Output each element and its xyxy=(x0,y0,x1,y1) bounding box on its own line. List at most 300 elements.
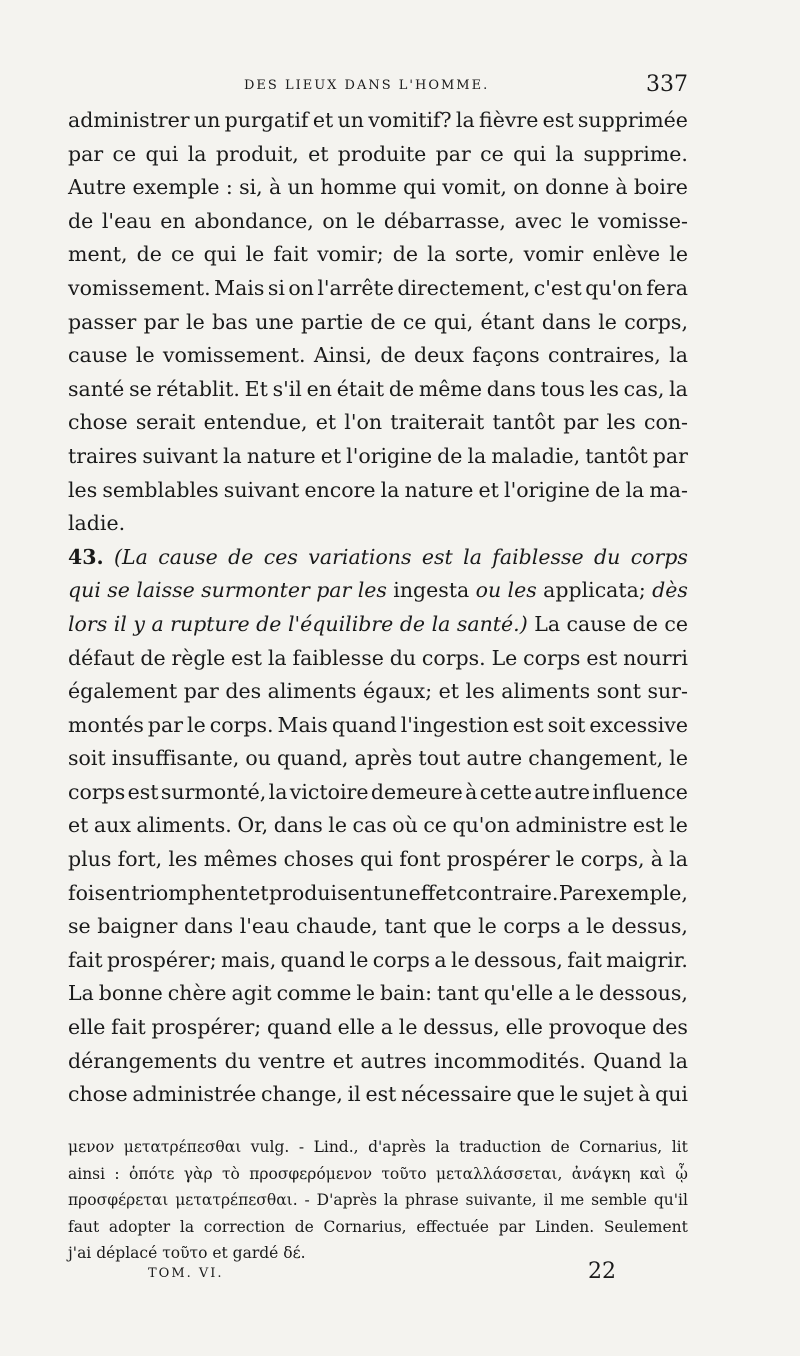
word: plus xyxy=(68,847,112,872)
word: nature xyxy=(404,477,474,502)
word: - xyxy=(298,1138,305,1156)
word: le xyxy=(598,309,617,334)
word: changement, xyxy=(528,746,664,771)
word: l'arrête xyxy=(317,275,394,300)
word: et xyxy=(438,679,460,704)
word: que xyxy=(433,914,472,939)
word: Quand xyxy=(593,1048,662,1073)
word: de xyxy=(136,242,162,267)
word: et xyxy=(68,813,89,838)
text-line xyxy=(68,742,688,776)
word: la xyxy=(427,242,446,267)
word: prospérer xyxy=(446,847,550,872)
word: il xyxy=(113,611,127,636)
word: corps. xyxy=(421,645,486,670)
word: est xyxy=(127,779,159,804)
word: ma- xyxy=(649,477,688,502)
text-line xyxy=(68,776,688,810)
word: 43. xyxy=(68,544,104,569)
word: qu'il xyxy=(653,1191,688,1209)
word: passer xyxy=(68,309,137,334)
word: dès xyxy=(652,578,688,603)
word: comme xyxy=(276,981,352,1006)
word: après xyxy=(354,746,413,771)
word: de xyxy=(380,343,406,368)
word: applicata; xyxy=(543,578,646,603)
word: a xyxy=(380,1015,394,1040)
word: tant xyxy=(436,981,479,1006)
word: de xyxy=(370,309,396,334)
word: fait xyxy=(111,1015,146,1040)
word: des xyxy=(652,1015,688,1040)
word: influence xyxy=(592,779,688,804)
word: que xyxy=(516,1082,555,1107)
word: le xyxy=(187,712,206,737)
text-line xyxy=(68,104,688,138)
word: corps xyxy=(68,779,126,804)
word: le xyxy=(186,309,205,334)
word: encore xyxy=(304,477,376,502)
word: les xyxy=(68,477,98,502)
word: qu'elle xyxy=(483,981,554,1006)
word: les xyxy=(507,578,537,603)
text-line xyxy=(68,608,688,642)
word: semblables xyxy=(102,477,219,502)
word: qui xyxy=(403,175,436,200)
text-line xyxy=(68,406,688,440)
word: suivant xyxy=(223,477,300,502)
text-line xyxy=(68,944,688,978)
word: sujet xyxy=(583,1082,634,1107)
word: vomissement. xyxy=(68,275,211,300)
word: par xyxy=(147,712,184,737)
word: adopter xyxy=(108,1217,171,1236)
word: chose xyxy=(68,1082,128,1107)
word: de xyxy=(399,611,426,636)
word: par xyxy=(435,141,471,166)
word: par xyxy=(143,309,179,334)
word: supprime. xyxy=(583,141,688,166)
word: Or, xyxy=(237,813,269,838)
word: Mais xyxy=(214,275,265,300)
word: faut xyxy=(68,1217,100,1236)
word: de xyxy=(228,544,254,569)
word: me xyxy=(560,1191,585,1209)
word: maladie, xyxy=(491,443,581,468)
word: ce xyxy=(402,309,427,334)
footnote-line xyxy=(68,1134,688,1161)
word: τὸ xyxy=(221,1164,240,1183)
word: la xyxy=(625,477,645,502)
word: προσφέρεται xyxy=(68,1191,169,1209)
word: qui xyxy=(360,847,393,872)
text-line xyxy=(68,272,688,306)
word: par xyxy=(68,141,104,166)
word: faiblesse xyxy=(292,645,384,670)
word: la xyxy=(222,443,242,468)
word: étant xyxy=(480,309,535,334)
word: correction xyxy=(203,1217,285,1236)
word: corps xyxy=(372,947,431,972)
word: la xyxy=(179,1217,195,1236)
word: et xyxy=(478,477,499,502)
word: également xyxy=(68,679,178,704)
footnote-line xyxy=(68,1187,688,1214)
word: l'équilibre xyxy=(287,611,394,636)
word: insuffisante, xyxy=(111,746,240,771)
word: cas, xyxy=(623,376,665,401)
word: la xyxy=(435,1138,450,1156)
word: Cornarius, xyxy=(323,1217,407,1236)
word: la xyxy=(431,611,451,636)
word: la xyxy=(669,1048,688,1073)
word: ou xyxy=(245,746,271,771)
word: donne xyxy=(545,175,610,200)
word: de xyxy=(632,611,658,636)
word: ainsi xyxy=(68,1164,106,1183)
word: Lind., xyxy=(313,1138,359,1156)
word: la xyxy=(383,1191,399,1209)
word: corps. xyxy=(209,712,274,737)
word: par xyxy=(498,1217,526,1236)
word: du xyxy=(224,1048,251,1073)
word: quand xyxy=(331,712,397,737)
word: y xyxy=(133,611,145,636)
word: la xyxy=(380,477,400,502)
word: la xyxy=(555,141,575,166)
word: nourri xyxy=(623,645,688,670)
footnote-line xyxy=(68,1161,688,1188)
word: et xyxy=(320,443,342,468)
word: se xyxy=(68,914,91,939)
text-line xyxy=(68,171,688,205)
section-43-heading-line xyxy=(68,541,688,575)
word: effet xyxy=(408,880,456,905)
signature-number: 22 xyxy=(588,1259,616,1284)
word: elle xyxy=(505,1015,543,1040)
word: soit xyxy=(547,712,586,737)
word: du xyxy=(389,645,417,670)
word: la xyxy=(267,645,287,670)
word: est xyxy=(421,544,453,569)
word: demeure xyxy=(370,779,463,804)
word: se xyxy=(129,376,152,401)
word: de xyxy=(294,1217,314,1236)
word: entendue, xyxy=(203,410,308,435)
word: bonne xyxy=(98,981,163,1006)
text-line xyxy=(68,574,688,608)
word: D'après xyxy=(316,1191,378,1209)
word: les xyxy=(606,410,636,435)
word: La xyxy=(534,611,561,636)
word: Par xyxy=(558,880,594,905)
word: exemple xyxy=(132,175,220,200)
word: la xyxy=(669,343,688,368)
word: a xyxy=(567,914,580,939)
page-number: 337 xyxy=(646,72,688,97)
word: vomit, xyxy=(442,175,507,200)
word: vomir; xyxy=(317,242,384,267)
word: on xyxy=(513,175,539,200)
word: τοῦτο xyxy=(381,1164,427,1183)
word: Mais xyxy=(277,712,328,737)
word: cause xyxy=(68,343,128,368)
word: fera xyxy=(646,275,688,300)
word: choses xyxy=(283,847,354,872)
text-line xyxy=(68,910,688,944)
word: et xyxy=(312,108,334,132)
word: sur- xyxy=(647,679,688,704)
word: mêmes xyxy=(203,847,278,872)
word: soit xyxy=(68,746,106,771)
word: purgatif xyxy=(224,108,309,132)
word: en xyxy=(306,376,332,401)
word: par xyxy=(316,578,352,603)
word: sont xyxy=(596,679,641,704)
word: un xyxy=(381,880,409,905)
word: abondance, xyxy=(194,208,314,233)
word: cause xyxy=(158,544,218,569)
word: règle xyxy=(171,645,226,670)
word: : xyxy=(225,175,233,200)
text-line xyxy=(68,843,688,877)
word: ventre xyxy=(258,1048,326,1073)
word: corps, xyxy=(624,309,688,334)
word: de xyxy=(595,477,621,502)
word: nécessaire xyxy=(401,1082,512,1107)
word: défaut xyxy=(68,645,135,670)
word: dans xyxy=(486,376,536,401)
word: surmonté, xyxy=(160,779,267,804)
word: est xyxy=(586,645,618,670)
word: a xyxy=(434,947,447,972)
word: le xyxy=(356,208,376,233)
word: Autre xyxy=(68,175,127,200)
word: produit, xyxy=(215,141,299,166)
word: fait xyxy=(567,947,602,972)
word: à xyxy=(615,175,628,200)
word: homme xyxy=(320,175,397,200)
word: contraire. xyxy=(456,880,559,905)
word: boire xyxy=(633,175,688,200)
word: surmonter xyxy=(201,578,310,603)
word: qui xyxy=(513,141,547,166)
word: enlève xyxy=(592,242,661,267)
word: Et xyxy=(244,376,268,401)
word: le xyxy=(669,746,688,771)
word: par xyxy=(652,443,688,468)
word: un xyxy=(193,108,221,132)
word: et xyxy=(315,410,337,435)
word: μετατρέπεσθαι xyxy=(123,1138,242,1156)
word: quand, xyxy=(276,746,349,771)
word: le xyxy=(669,813,688,838)
word: dessous, xyxy=(598,981,688,1006)
word: on xyxy=(322,208,348,233)
word: variations xyxy=(308,544,412,569)
word: ce xyxy=(112,141,137,166)
word: qui, xyxy=(433,309,474,334)
word: avec xyxy=(514,208,562,233)
word: - xyxy=(304,1191,310,1209)
word: prospérer; xyxy=(151,1015,262,1040)
word: aliments. xyxy=(136,813,232,838)
word: les xyxy=(168,847,198,872)
word: la xyxy=(268,779,288,804)
word: dessus, xyxy=(423,1015,500,1040)
running-title: DES LIEUX DANS L'HOMME. xyxy=(244,78,490,93)
word: les xyxy=(589,376,619,401)
text-line xyxy=(68,507,688,541)
word: a xyxy=(151,611,164,636)
word: l'eau xyxy=(239,914,290,939)
word: à xyxy=(638,1082,651,1107)
word: santé.) xyxy=(456,611,528,636)
word: καὶ xyxy=(639,1164,666,1183)
word: : xyxy=(114,1164,120,1183)
text-line xyxy=(68,709,688,743)
word: incommodités. xyxy=(433,1048,586,1073)
word: de xyxy=(392,242,419,267)
word: tout xyxy=(418,746,461,771)
word: μεταλλάσσεται, xyxy=(435,1164,563,1183)
word: fois xyxy=(68,880,106,905)
word: traiterait xyxy=(390,410,485,435)
word: est xyxy=(632,813,664,838)
word: autres xyxy=(360,1048,427,1073)
word: traduction xyxy=(459,1138,542,1156)
word: l'origine xyxy=(346,443,433,468)
word: triomphent xyxy=(131,880,248,905)
word: l'eau xyxy=(101,208,152,233)
word: tantôt xyxy=(585,443,648,468)
word: ingesta xyxy=(393,578,470,603)
word: où xyxy=(392,813,418,838)
word: à xyxy=(650,847,663,872)
word: des xyxy=(225,679,262,704)
word: tantôt xyxy=(492,410,555,435)
footnote-line xyxy=(68,1214,688,1241)
word: qui xyxy=(203,242,237,267)
word: le xyxy=(586,914,605,939)
word: si, xyxy=(239,175,263,200)
word: cause xyxy=(566,611,627,636)
word: bain: xyxy=(380,981,433,1006)
word: ces xyxy=(263,544,298,569)
word: (La xyxy=(114,544,148,569)
footnote-end: j'ai déplacé τοῦτο et gardé δέ. xyxy=(68,1244,306,1262)
word: on xyxy=(288,275,314,300)
word: le xyxy=(328,813,347,838)
word: aliments xyxy=(267,679,357,704)
word: chaude, xyxy=(296,914,378,939)
word: fort, xyxy=(117,847,163,872)
word: la xyxy=(463,544,482,569)
paragraph-end: ladie. xyxy=(68,511,126,536)
text-line xyxy=(68,339,688,373)
word: de xyxy=(256,611,282,636)
word: sorte, xyxy=(455,242,515,267)
word: Cornarius, xyxy=(579,1138,663,1156)
word: cas xyxy=(352,813,387,838)
word: est xyxy=(542,108,574,132)
word: προσφερόμενον xyxy=(249,1164,373,1183)
word: aux xyxy=(93,813,131,838)
word: débarrasse, xyxy=(383,208,506,233)
word: lit xyxy=(671,1138,688,1156)
word: de xyxy=(437,443,463,468)
word: μενον xyxy=(68,1138,115,1156)
word: ce xyxy=(423,813,447,838)
word: vulg. xyxy=(250,1138,290,1156)
body-text xyxy=(68,104,688,1112)
word: qu'on xyxy=(585,275,643,300)
word: il xyxy=(543,1191,554,1209)
word: supprimée xyxy=(577,108,688,132)
word: provoque xyxy=(548,1015,647,1040)
word: prospérer; xyxy=(106,947,217,972)
word: chose xyxy=(68,410,128,435)
word: le xyxy=(450,947,470,972)
word: qu'on xyxy=(452,813,510,838)
word: autre xyxy=(534,779,590,804)
word: la xyxy=(467,443,487,468)
word: tous xyxy=(540,376,585,401)
word: faiblesse xyxy=(492,544,584,569)
word: autre xyxy=(466,746,523,771)
text-line xyxy=(68,809,688,843)
word: il xyxy=(347,1082,361,1107)
word: Le xyxy=(491,645,518,670)
word: baigner xyxy=(97,914,178,939)
word: était xyxy=(336,376,385,401)
word: maigrir. xyxy=(606,947,688,972)
word: le xyxy=(349,947,369,972)
word: du xyxy=(594,544,621,569)
word: vomitif? xyxy=(368,108,452,132)
word: aliments xyxy=(501,679,591,704)
word: suivante, xyxy=(465,1191,537,1209)
word: qui xyxy=(145,141,179,166)
word: santé xyxy=(68,376,125,401)
word: effectuée xyxy=(416,1217,489,1236)
text-line xyxy=(68,877,688,911)
word: la xyxy=(669,376,688,401)
text-line xyxy=(68,440,688,474)
word: est xyxy=(365,1082,397,1107)
word: dans xyxy=(273,813,323,838)
word: elle xyxy=(68,1015,106,1040)
word: le xyxy=(555,847,575,872)
word: de xyxy=(140,645,166,670)
text-line xyxy=(68,373,688,407)
text-line xyxy=(68,474,688,508)
text-line xyxy=(68,1011,688,1045)
word: et xyxy=(248,880,269,905)
word: est xyxy=(512,712,544,737)
word: de xyxy=(68,208,94,233)
word: semble xyxy=(591,1191,647,1209)
word: phrase xyxy=(404,1191,459,1209)
word: c'est xyxy=(533,275,582,300)
word: directement, xyxy=(397,275,531,300)
word: égaux; xyxy=(363,679,433,704)
footnotes xyxy=(68,1134,688,1267)
word: administrer xyxy=(68,108,190,132)
text-line xyxy=(68,642,688,676)
word: produite xyxy=(337,141,427,166)
word: et xyxy=(308,141,329,166)
